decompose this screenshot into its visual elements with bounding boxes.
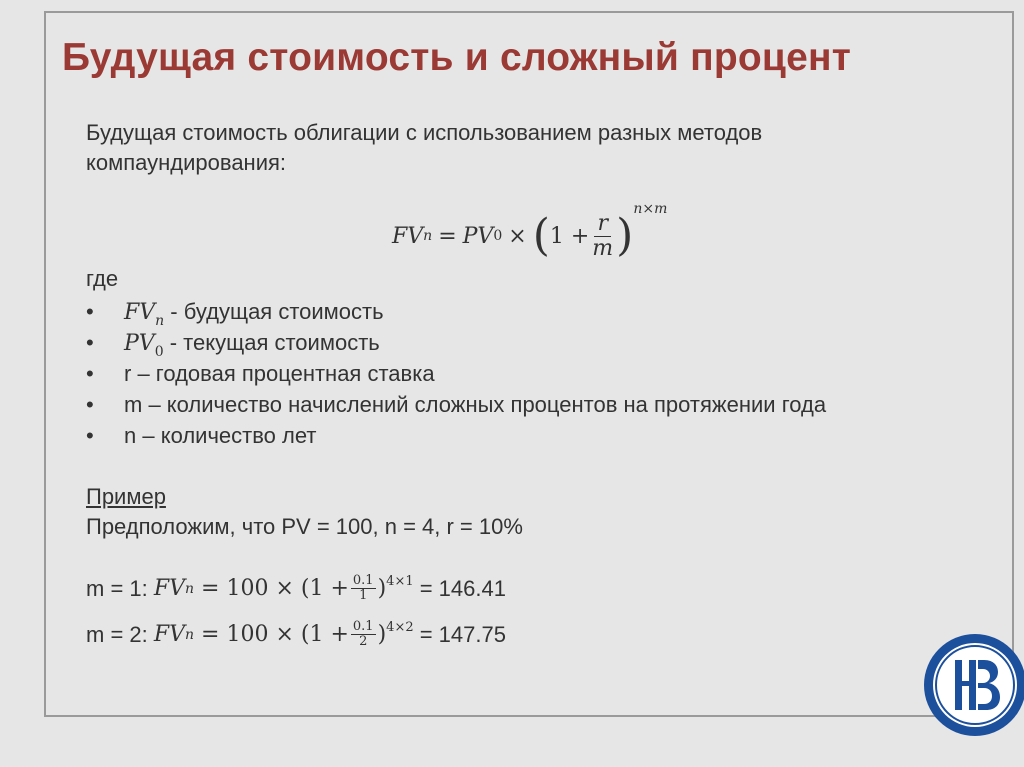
calc-prefix: m = 1:	[86, 575, 154, 601]
bullet: •	[86, 392, 94, 417]
def-text: r – годовая процентная ставка	[124, 361, 435, 386]
calc-fv: FV	[153, 576, 186, 601]
calc-fv-sub: n	[185, 580, 195, 597]
formula-pv: PV	[462, 223, 494, 249]
bullet: •	[86, 330, 94, 355]
def-text: - текущая стоимость	[163, 330, 380, 355]
formula-open-paren: (	[532, 210, 550, 261]
def-text: m – количество начислений сложных процентов на протяжении года	[124, 392, 827, 417]
calc-prefix: m = 2:	[86, 621, 154, 647]
calculation-m1	[86, 574, 506, 603]
def-symbol: PV	[124, 331, 155, 356]
calc-fv: FV	[153, 622, 186, 647]
formula-pv-sub: 0	[493, 228, 503, 244]
list-item	[86, 389, 826, 420]
calc-result: = 147.75	[413, 621, 506, 647]
calc-result: = 146.41	[413, 575, 506, 601]
where-label: где	[86, 266, 119, 291]
calc-fv-sub: n	[185, 626, 195, 643]
calc-frac-num: 0.1	[352, 573, 374, 588]
formula-exponent: n×m	[633, 201, 668, 217]
definition-list	[86, 296, 826, 451]
example-text: Предположим, что PV = 100, n = 4, r = 10%	[86, 514, 523, 539]
calc-mid: = 100 × (1 +	[194, 576, 349, 601]
hse-logo-icon	[922, 632, 1024, 738]
calc-close: )	[377, 576, 387, 601]
def-text: - будущая стоимость	[164, 299, 384, 324]
calc-close: )	[377, 622, 387, 647]
def-symbol-sub: 0	[154, 344, 164, 360]
formula-one-plus: 1 +	[549, 223, 590, 249]
def-text: n – количество лет	[124, 423, 317, 448]
calc-fraction	[351, 574, 376, 603]
intro-text: Будущая стоимость облигации с использованием разных методов компаундирования:	[86, 120, 763, 175]
formula-close-paren: )	[616, 210, 634, 261]
calculation-m2	[86, 620, 506, 649]
bullet: •	[86, 423, 94, 448]
list-item	[86, 296, 826, 327]
list-item	[86, 420, 826, 451]
calc-frac-den: 1	[359, 588, 368, 603]
formula-frac-num: r	[594, 212, 611, 237]
example-heading: Пример	[86, 484, 166, 509]
calc-frac-num: 0.1	[352, 619, 374, 634]
def-symbol: FV	[124, 300, 156, 325]
main-formula	[392, 201, 668, 267]
formula-fraction	[592, 212, 613, 261]
calc-mid: = 100 × (1 +	[194, 622, 349, 647]
formula-fv: FV	[392, 223, 424, 249]
list-item	[86, 327, 826, 358]
slide-title: Будущая стоимость и сложный процент	[62, 36, 852, 79]
def-symbol-sub: n	[155, 313, 165, 329]
bullet: •	[86, 361, 94, 386]
list-item	[86, 358, 826, 389]
calc-fraction	[351, 620, 376, 649]
calc-frac-den: 2	[359, 634, 368, 649]
formula-fv-sub: n	[423, 228, 433, 244]
bullet: •	[86, 299, 94, 324]
formula-times: ×	[508, 223, 527, 249]
formula-eq: =	[438, 223, 457, 249]
formula-frac-den: m	[592, 235, 614, 261]
calc-exp: 4×2	[386, 620, 414, 635]
calc-exp: 4×1	[386, 574, 414, 589]
